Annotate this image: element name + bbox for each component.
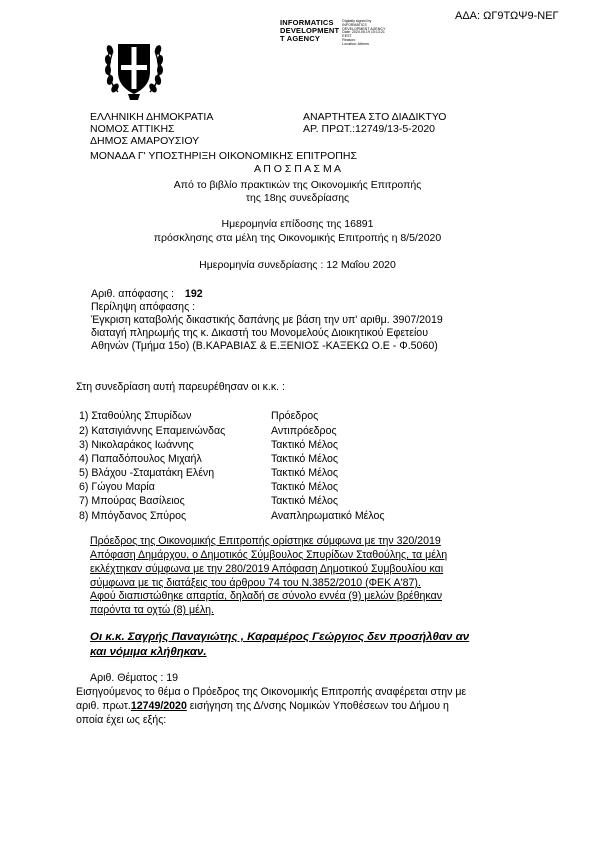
- signature-detail: INFORMATICS: [342, 22, 367, 27]
- summary-label: Περίληψη απόφασης :: [91, 301, 196, 313]
- signature-detail: Location: Athens: [342, 41, 369, 46]
- member-role: Πρόεδρος: [271, 410, 319, 422]
- member-role: Τακτικό Μέλος: [271, 481, 338, 493]
- member-role: Τακτικό Μέλος: [271, 439, 338, 451]
- summary-line: Έγκριση καταβολής δικαστικής δαπάνης με βάση την υπ' αριθμ. 3907/2019: [91, 314, 443, 326]
- signature-detail: Digitally signed by: [342, 19, 372, 23]
- member-row: [79, 453, 338, 465]
- member-role: Αναπληρωματικό Μέλος: [271, 510, 385, 522]
- ida-logo-line: DEVELOPMENT: [280, 25, 340, 35]
- subject-line: [76, 700, 449, 712]
- member-name: 7) Μπούρας Βασίλειος: [79, 495, 185, 507]
- delivery-date-line: Ημερομηνία επίδοσης της 16891: [221, 218, 374, 230]
- member-row: [79, 439, 338, 451]
- member-role: Αντιπρόεδρος: [271, 425, 337, 437]
- decision-number-row: [91, 288, 203, 300]
- member-role: Τακτικό Μέλος: [271, 467, 338, 479]
- subject-line: οποία έχει ως εξής:: [76, 714, 167, 726]
- issuer-block: [90, 111, 213, 147]
- attendance-intro: Στη συνεδρίαση αυτή παρευρέθησαν οι κ.κ. :: [76, 381, 285, 393]
- session-date: Ημερομηνία συνεδρίασης : 12 Μαΐου 2020: [199, 259, 396, 271]
- signature-detail: Date: 2020.05.19 15:13:21: [342, 30, 385, 35]
- member-name: 2) Κατσιγιάννης Επαμεινώνδας: [79, 425, 226, 437]
- issuer-line: ΝΟΜΟΣ ΑΤΤΙΚΗΣ: [90, 123, 175, 136]
- issuer-line: ΔΗΜΟΣ ΑΜΑΡΟΥΣΙΟΥ: [90, 135, 200, 148]
- member-row: [79, 425, 337, 437]
- subject-number: Αριθ. Θέματος : 19: [90, 672, 179, 684]
- member-row: [79, 510, 385, 522]
- summary-line: διαταγή πληρωμής της κ. Δικαστή του Μονομελούς Διοικητικού Εφετείου: [91, 327, 428, 339]
- document-title: Α Π Ο Σ Π Α Σ Μ Α: [253, 163, 342, 175]
- member-role: Τακτικό Μέλος: [271, 495, 338, 507]
- subject-protocol-suffix: εισήγηση της Δ/νσης Νομικών Υποθέσεων του Δήμου η: [186, 700, 449, 712]
- president-paragraph-line: Πρόεδρος της Οικονομικής Επιτροπής ορίστηκε σύμφωνα με την 320/2019: [90, 535, 441, 547]
- member-name: 3) Νικολαράκος Ιωάννης: [79, 439, 194, 451]
- member-row: [79, 481, 338, 493]
- member-name: 1) Σταθούλης Σπυρίδων: [79, 410, 192, 422]
- member-name: 8) Μπόγδανος Σπύρος: [79, 510, 187, 522]
- summary-line: Αθηνών (Τμήμα 15ο) (Β.ΚΑΡΑΒΙΑΣ & Ε.ΞΕΝΙΟΣ -ΚΑΞΕΚΩ Ο.Ε - Φ.5060): [91, 340, 438, 352]
- subject-protocol-prefix: αριθ. πρωτ.: [76, 700, 131, 712]
- greek-emblem-icon: [104, 28, 164, 102]
- president-paragraph-line: παρόντα τα οχτώ (8) μέλη.: [90, 604, 214, 616]
- posting-line: ΑΝΑΡΤΗΤΕΑ ΣΤΟ ΔΙΑΔΙΚΤΥΟ: [303, 111, 447, 123]
- president-paragraph-line: Αφού διαπιστώθηκε απαρτία, δηλαδή σε σύνολο εννέα (9) μελών βρέθηκαν: [90, 590, 442, 602]
- member-row: [79, 495, 338, 507]
- member-name: 5) Βλάχου -Σταματάκη Ελένη: [79, 467, 215, 479]
- member-name: 6) Γώγου Μαρία: [79, 481, 155, 493]
- session-ordinal: της 18ης συνεδρίασης: [245, 192, 350, 204]
- ida-logo-line: INFORMATICS: [280, 18, 334, 27]
- president-paragraph-line: εκλέχτηκαν σύμφωνα με την 280/2019 Απόφαση Δημοτικού Συμβουλίου και: [90, 563, 444, 575]
- delivery-date-line: πρόσκλησης στα μέλη της Οικονομικής Επιτροπής η 8/5/2020: [153, 232, 442, 244]
- decision-number: 192: [184, 288, 203, 300]
- protocol-number: ΑΡ. ΠΡΩΤ.:12749/13-5-2020: [303, 123, 436, 136]
- document-subtitle: Από το βιβλίο πρακτικών της Οικονομικής Επιτροπής: [173, 179, 422, 191]
- ada-code: ΑΔΑ: ΩΓ9ΤΩΨ9-ΝΕΓ: [455, 10, 559, 22]
- unit-line: ΜΟΝΑΔΑ Γ' ΥΠΟΣΤΗΡΙΞΗ ΟΙΚΟΝΟΜΙΚΗΣ ΕΠΙΤΡΟΠΗΣ: [90, 150, 357, 162]
- president-paragraph-line: σύμφωνα με τις διατάξεις του άρθρου 74 του Ν.3852/2010 (ΦΕΚ Α'87).: [90, 577, 421, 589]
- posting-block: [303, 111, 446, 135]
- subject-protocol-ref: 12749/2020: [130, 700, 187, 712]
- signature-detail: Reason:: [342, 37, 356, 42]
- issuer-line: ΕΛΛΗΝΙΚΗ ΔΗΜΟΚΡΑΤΙΑ: [90, 111, 214, 123]
- member-role: Τακτικό Μέλος: [271, 453, 338, 465]
- signature-detail: EEST: [342, 34, 352, 39]
- signature-detail: DEVELOPMENT AGENCY: [342, 26, 386, 31]
- ida-logo-line: T AGENCY: [280, 33, 321, 43]
- president-paragraph-line: Απόφαση Δημάρχου, ο Δημοτικός Σύμβουλος Σπυρίδων Σταθούλης, τα μέλη: [90, 549, 448, 561]
- decision-number-label: Αριθ. απόφασης :: [91, 288, 174, 300]
- absent-members-line: και νόμιμα κλήθηκαν.: [90, 646, 207, 658]
- digital-signature-stamp: [280, 19, 385, 46]
- member-row: [79, 467, 338, 479]
- subject-line: Εισηγούμενος το θέμα ο Πρόεδρος της Οικονομικής Επιτροπής αναφέρεται στην με: [76, 686, 467, 698]
- member-name: 4) Παπαδόπουλος Μιχαήλ: [79, 453, 202, 465]
- member-row: [79, 410, 318, 422]
- absent-members-line: Οι κ.κ. Σαγρής Παναγιώτης , Καραμέρος Γεώργιος δεν προσήλθαν αν: [90, 631, 470, 643]
